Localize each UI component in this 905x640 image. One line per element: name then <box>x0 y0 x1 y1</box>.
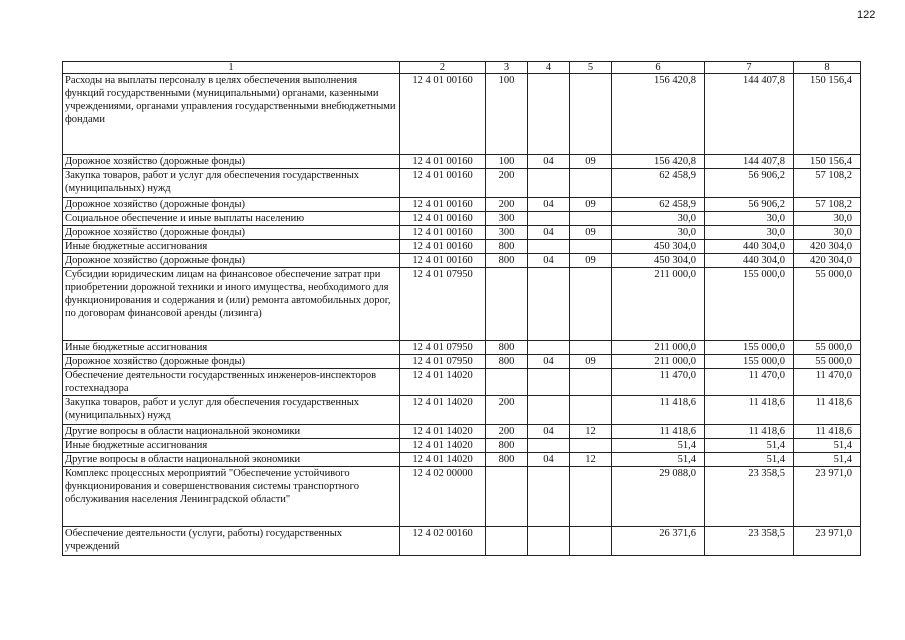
row-value8-cell: 420 304,0 <box>794 254 861 268</box>
row-code-cell: 12 4 01 14020 <box>400 369 486 396</box>
row-name-cell: Субсидии юридическим лицам на финансовое обеспечение затрат при приобретении дорожной техники и иного имущества, необходимого для функционирования и содержания и (или) ремонта автомобильных дорог, по договорам финансовой аренды (лизинга) <box>63 268 400 341</box>
row-col3-cell: 800 <box>486 254 528 268</box>
row-name-cell: Дорожное хозяйство (дорожные фонды) <box>63 355 400 369</box>
row-col5-cell <box>570 240 612 254</box>
row-col5-cell: 12 <box>570 453 612 467</box>
row-col3-cell: 800 <box>486 341 528 355</box>
row-code-cell: 12 4 01 00160 <box>400 198 486 212</box>
row-value7-cell: 144 407,8 <box>705 155 794 169</box>
row-name-cell: Закупка товаров, работ и услуг для обеспечения государственных (муниципальных) нужд <box>63 396 400 425</box>
row-name-cell: Дорожное хозяйство (дорожные фонды) <box>63 155 400 169</box>
header-cell: 3 <box>486 62 528 74</box>
header-cell: 4 <box>528 62 570 74</box>
row-code-cell: 12 4 02 00000 <box>400 467 486 527</box>
row-name-cell: Комплекс процессных мероприятий "Обеспечение устойчивого функционирования и совершенствования системы транспортного обслуживания населения Ленинградской области" <box>63 467 400 527</box>
row-code-cell: 12 4 01 07950 <box>400 341 486 355</box>
row-value8-cell: 51,4 <box>794 439 861 453</box>
row-value7-cell: 11 418,6 <box>705 396 794 425</box>
row-value8-cell: 30,0 <box>794 212 861 226</box>
row-value6-cell: 30,0 <box>612 212 705 226</box>
row-col4-cell <box>528 467 570 527</box>
row-col4-cell: 04 <box>528 155 570 169</box>
header-cell: 8 <box>794 62 861 74</box>
row-code-cell: 12 4 01 00160 <box>400 155 486 169</box>
table-row <box>63 74 861 155</box>
row-value7-cell: 56 906,2 <box>705 198 794 212</box>
row-value7-cell: 155 000,0 <box>705 341 794 355</box>
row-col4-cell <box>528 169 570 198</box>
row-value6-cell: 62 458,9 <box>612 198 705 212</box>
row-value6-cell: 11 418,6 <box>612 425 705 439</box>
row-code-cell: 12 4 01 00160 <box>400 254 486 268</box>
row-col4-cell <box>528 74 570 155</box>
row-code-cell: 12 4 01 07950 <box>400 268 486 341</box>
row-col4-cell <box>528 369 570 396</box>
row-value8-cell: 55 000,0 <box>794 341 861 355</box>
row-name-cell: Иные бюджетные ассигнования <box>63 439 400 453</box>
row-col3-cell <box>486 268 528 341</box>
row-code-cell: 12 4 01 00160 <box>400 212 486 226</box>
row-value6-cell: 62 458,9 <box>612 169 705 198</box>
row-code-cell: 12 4 01 14020 <box>400 453 486 467</box>
row-value7-cell: 155 000,0 <box>705 268 794 341</box>
row-value7-cell: 51,4 <box>705 439 794 453</box>
row-col5-cell: 09 <box>570 355 612 369</box>
header-cell: 6 <box>612 62 705 74</box>
header-row <box>63 62 861 74</box>
header-cell: 2 <box>400 62 486 74</box>
row-name-cell: Дорожное хозяйство (дорожные фонды) <box>63 198 400 212</box>
row-value7-cell: 11 470,0 <box>705 369 794 396</box>
table-row <box>63 396 861 425</box>
table-row <box>63 439 861 453</box>
table-row <box>63 341 861 355</box>
row-value6-cell: 156 420,8 <box>612 74 705 155</box>
row-col3-cell: 200 <box>486 425 528 439</box>
row-value6-cell: 211 000,0 <box>612 355 705 369</box>
row-col5-cell <box>570 212 612 226</box>
row-value7-cell: 440 304,0 <box>705 240 794 254</box>
row-col4-cell <box>528 396 570 425</box>
row-value7-cell: 11 418,6 <box>705 425 794 439</box>
row-col5-cell: 09 <box>570 198 612 212</box>
row-value6-cell: 51,4 <box>612 439 705 453</box>
row-code-cell: 12 4 01 00160 <box>400 169 486 198</box>
row-value7-cell: 56 906,2 <box>705 169 794 198</box>
row-col5-cell: 12 <box>570 425 612 439</box>
row-value8-cell: 23 971,0 <box>794 527 861 556</box>
row-col4-cell <box>528 240 570 254</box>
row-value6-cell: 51,4 <box>612 453 705 467</box>
row-value8-cell: 55 000,0 <box>794 268 861 341</box>
row-value7-cell: 155 000,0 <box>705 355 794 369</box>
row-col3-cell: 200 <box>486 169 528 198</box>
row-name-cell: Обеспечение деятельности (услуги, работы) государственных учреждений <box>63 527 400 556</box>
row-value6-cell: 26 371,6 <box>612 527 705 556</box>
row-col4-cell <box>528 341 570 355</box>
row-value6-cell: 11 418,6 <box>612 396 705 425</box>
row-col5-cell <box>570 74 612 155</box>
row-value6-cell: 211 000,0 <box>612 341 705 355</box>
row-col4-cell <box>528 268 570 341</box>
row-code-cell: 12 4 01 14020 <box>400 396 486 425</box>
row-name-cell: Дорожное хозяйство (дорожные фонды) <box>63 254 400 268</box>
row-col4-cell: 04 <box>528 453 570 467</box>
row-value8-cell: 150 156,4 <box>794 74 861 155</box>
row-name-cell: Расходы на выплаты персоналу в целях обеспечения выполнения функций государственными (муниципальными) органами, казенными учреждениями, органами управления государственными внебюджетными фондами <box>63 74 400 155</box>
table-row <box>63 425 861 439</box>
row-value7-cell: 51,4 <box>705 453 794 467</box>
row-value6-cell: 30,0 <box>612 226 705 240</box>
row-name-cell: Закупка товаров, работ и услуг для обеспечения государственных (муниципальных) нужд <box>63 169 400 198</box>
row-value7-cell: 144 407,8 <box>705 74 794 155</box>
row-value8-cell: 55 000,0 <box>794 355 861 369</box>
row-col3-cell: 200 <box>486 396 528 425</box>
row-value7-cell: 23 358,5 <box>705 467 794 527</box>
row-col5-cell <box>570 396 612 425</box>
table-row <box>63 254 861 268</box>
table-row <box>63 198 861 212</box>
row-value8-cell: 420 304,0 <box>794 240 861 254</box>
row-col3-cell: 100 <box>486 155 528 169</box>
row-col3-cell <box>486 527 528 556</box>
row-value7-cell: 30,0 <box>705 212 794 226</box>
row-col5-cell <box>570 169 612 198</box>
row-value6-cell: 450 304,0 <box>612 254 705 268</box>
row-value8-cell: 23 971,0 <box>794 467 861 527</box>
row-value7-cell: 440 304,0 <box>705 254 794 268</box>
table-row <box>63 453 861 467</box>
table-row <box>63 527 861 556</box>
table-row <box>63 355 861 369</box>
table-row <box>63 240 861 254</box>
row-value8-cell: 30,0 <box>794 226 861 240</box>
row-code-cell: 12 4 02 00160 <box>400 527 486 556</box>
table-row <box>63 467 861 527</box>
row-col3-cell: 300 <box>486 226 528 240</box>
table-body <box>63 74 861 556</box>
row-col3-cell: 800 <box>486 355 528 369</box>
table-row <box>63 212 861 226</box>
row-value8-cell: 150 156,4 <box>794 155 861 169</box>
table-row <box>63 226 861 240</box>
row-value8-cell: 57 108,2 <box>794 169 861 198</box>
row-code-cell: 12 4 01 14020 <box>400 439 486 453</box>
row-col4-cell: 04 <box>528 355 570 369</box>
row-col5-cell <box>570 439 612 453</box>
row-col4-cell <box>528 527 570 556</box>
row-col3-cell: 800 <box>486 453 528 467</box>
row-name-cell: Иные бюджетные ассигнования <box>63 341 400 355</box>
row-name-cell: Обеспечение деятельности государственных инженеров-инспекторов гостехнадзора <box>63 369 400 396</box>
row-col4-cell <box>528 439 570 453</box>
budget-table <box>62 61 861 556</box>
row-col5-cell: 09 <box>570 155 612 169</box>
header-cell: 1 <box>63 62 400 74</box>
row-col4-cell: 04 <box>528 226 570 240</box>
row-value8-cell: 11 470,0 <box>794 369 861 396</box>
page-number: 122 <box>857 9 876 21</box>
row-col3-cell: 800 <box>486 240 528 254</box>
row-value7-cell: 30,0 <box>705 226 794 240</box>
row-code-cell: 12 4 01 00160 <box>400 226 486 240</box>
row-col4-cell: 04 <box>528 425 570 439</box>
row-value8-cell: 57 108,2 <box>794 198 861 212</box>
row-value6-cell: 29 088,0 <box>612 467 705 527</box>
header-cell: 5 <box>570 62 612 74</box>
table-row <box>63 268 861 341</box>
row-value6-cell: 211 000,0 <box>612 268 705 341</box>
table-row <box>63 169 861 198</box>
row-col3-cell: 200 <box>486 198 528 212</box>
row-value7-cell: 23 358,5 <box>705 527 794 556</box>
row-value8-cell: 11 418,6 <box>794 396 861 425</box>
row-value6-cell: 11 470,0 <box>612 369 705 396</box>
row-code-cell: 12 4 01 00160 <box>400 74 486 155</box>
row-name-cell: Социальное обеспечение и иные выплаты населению <box>63 212 400 226</box>
row-value8-cell: 51,4 <box>794 453 861 467</box>
row-col5-cell <box>570 341 612 355</box>
row-code-cell: 12 4 01 07950 <box>400 355 486 369</box>
row-value6-cell: 156 420,8 <box>612 155 705 169</box>
row-col3-cell: 100 <box>486 74 528 155</box>
row-col3-cell <box>486 369 528 396</box>
row-col4-cell: 04 <box>528 198 570 212</box>
row-name-cell: Другие вопросы в области национальной экономики <box>63 453 400 467</box>
row-value8-cell: 11 418,6 <box>794 425 861 439</box>
row-col5-cell <box>570 467 612 527</box>
header-cell: 7 <box>705 62 794 74</box>
row-col4-cell: 04 <box>528 254 570 268</box>
row-value6-cell: 450 304,0 <box>612 240 705 254</box>
row-col5-cell <box>570 527 612 556</box>
row-col3-cell <box>486 467 528 527</box>
row-col5-cell: 09 <box>570 226 612 240</box>
row-col4-cell <box>528 212 570 226</box>
row-col3-cell: 300 <box>486 212 528 226</box>
row-code-cell: 12 4 01 14020 <box>400 425 486 439</box>
row-col5-cell: 09 <box>570 254 612 268</box>
row-name-cell: Другие вопросы в области национальной экономики <box>63 425 400 439</box>
table-row <box>63 369 861 396</box>
row-code-cell: 12 4 01 00160 <box>400 240 486 254</box>
row-col3-cell: 800 <box>486 439 528 453</box>
row-col5-cell <box>570 268 612 341</box>
table-row <box>63 155 861 169</box>
row-name-cell: Иные бюджетные ассигнования <box>63 240 400 254</box>
row-name-cell: Дорожное хозяйство (дорожные фонды) <box>63 226 400 240</box>
row-col5-cell <box>570 369 612 396</box>
